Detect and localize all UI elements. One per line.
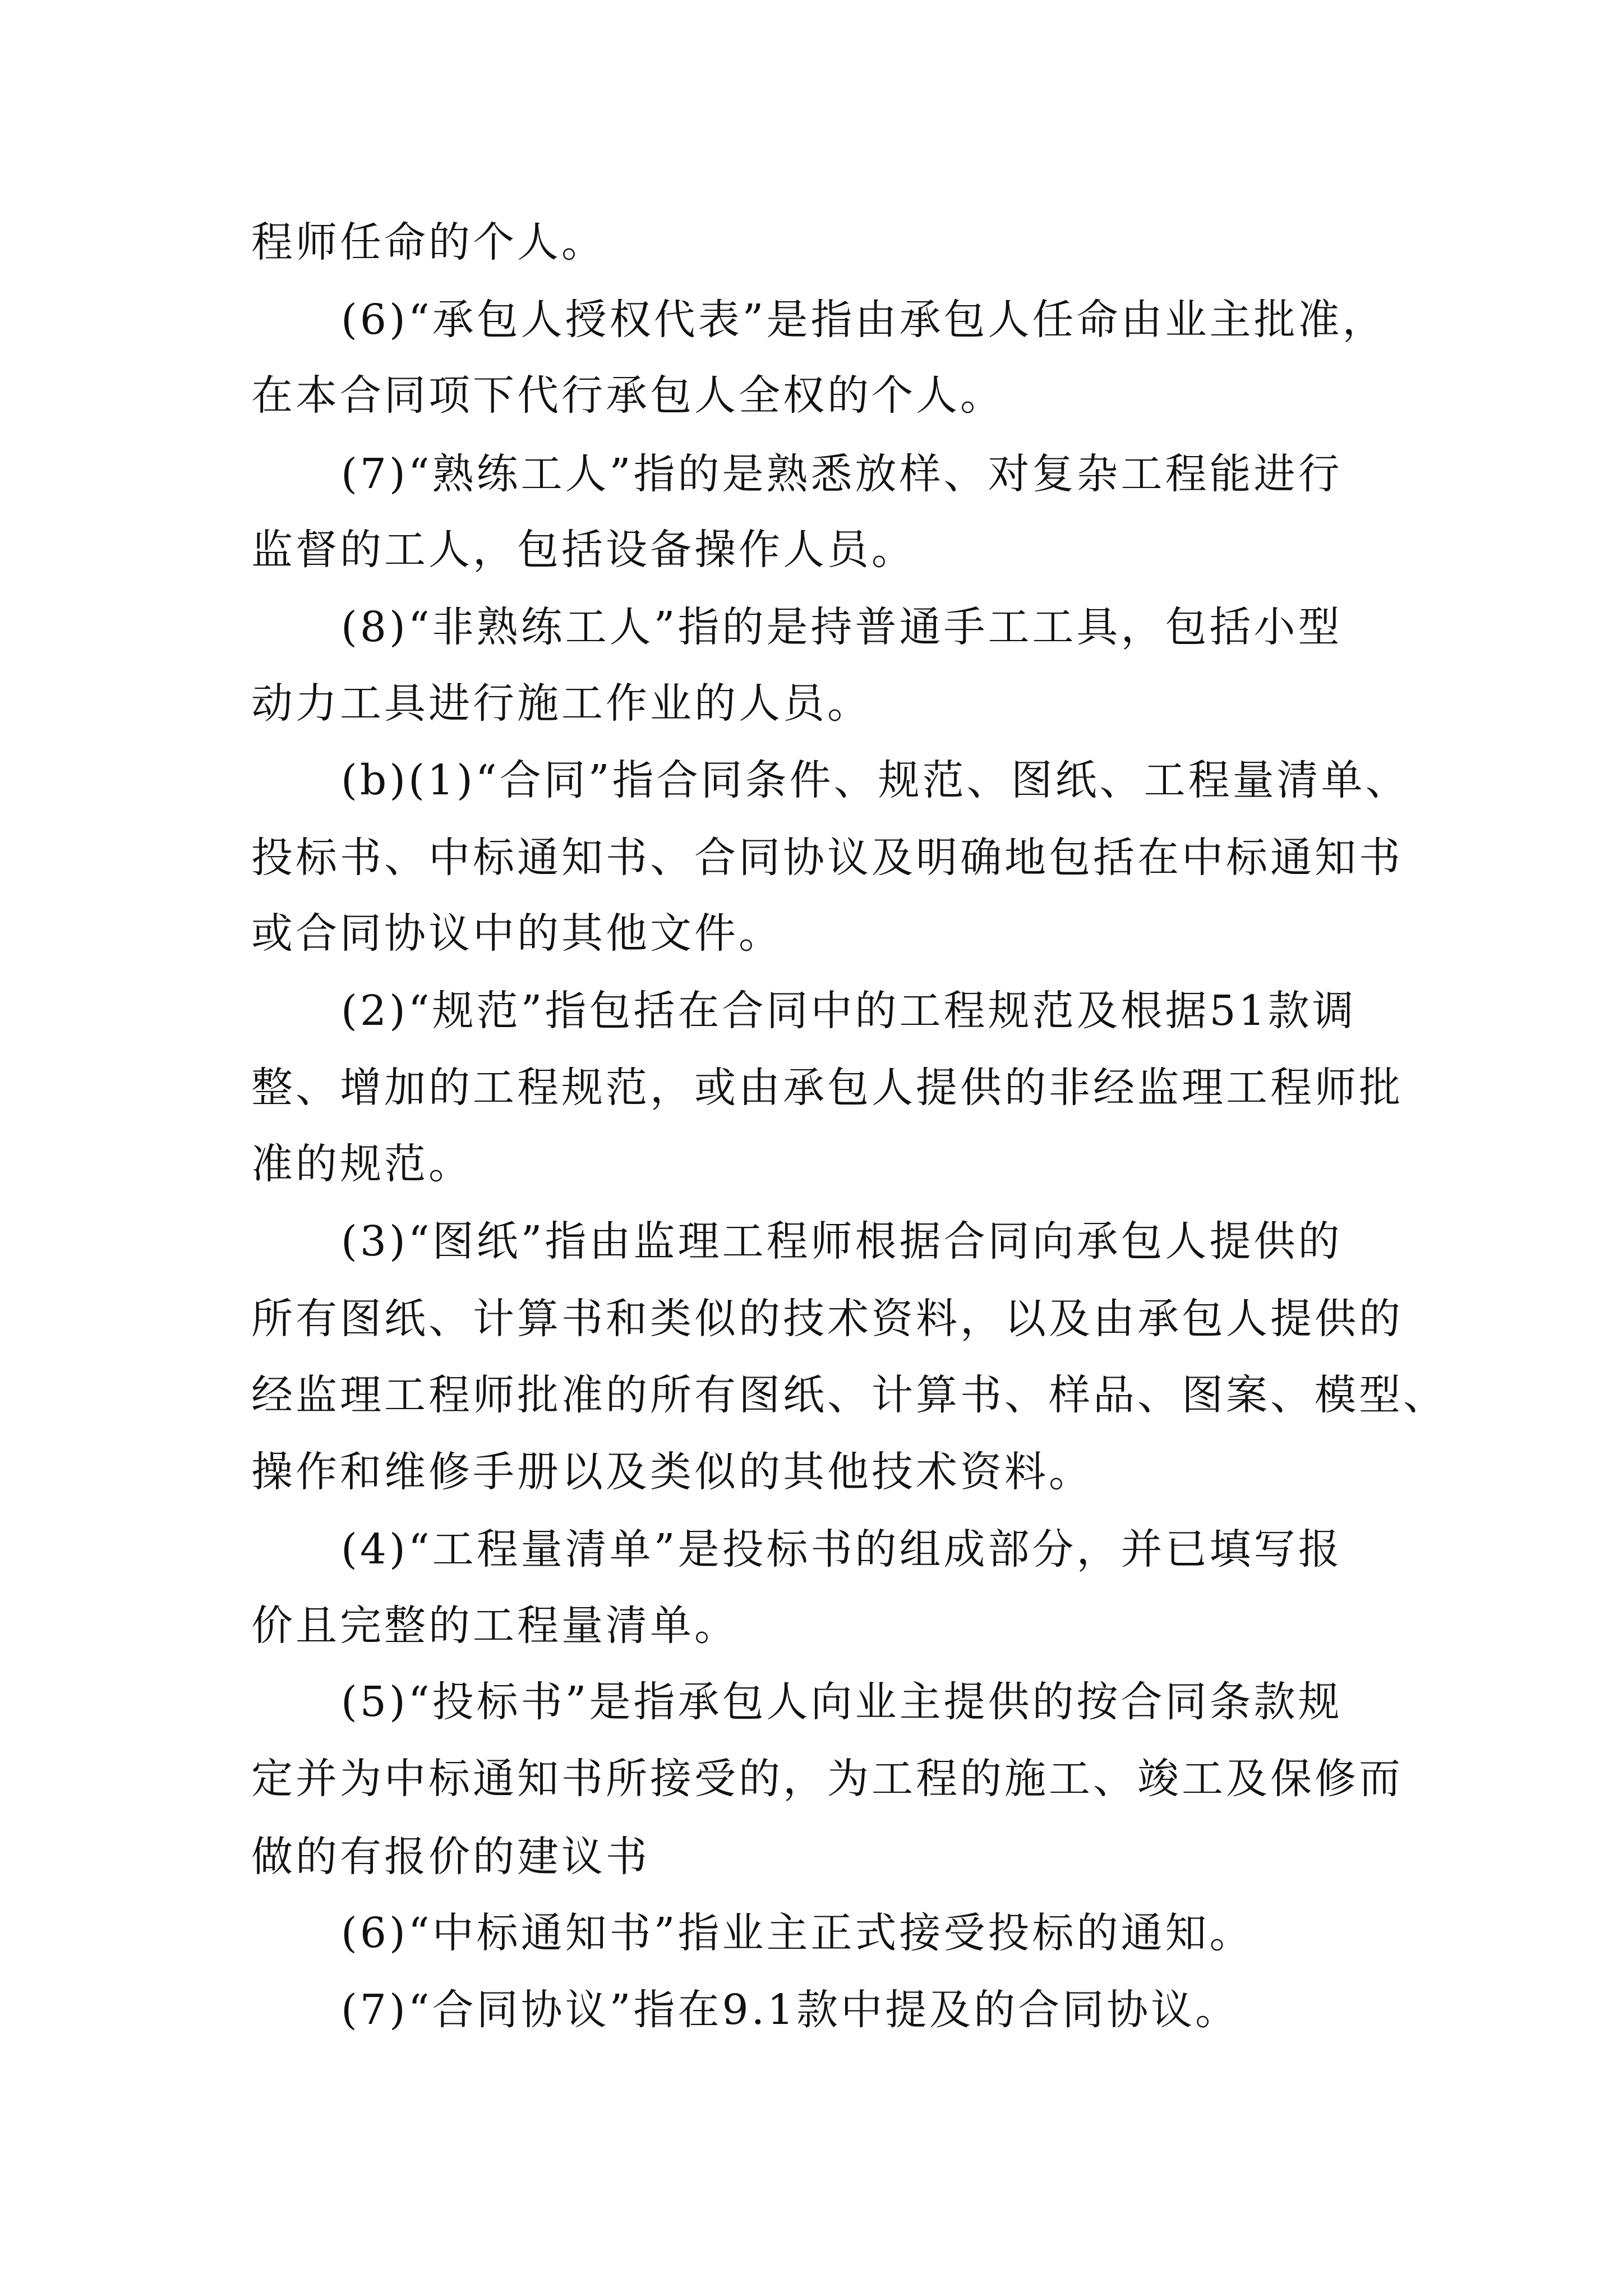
text-line: 经监理工程师批准的所有图纸、计算书、样品、图案、模型、 [251,1371,1447,1419]
paragraph-5-tender: (5)“投标书”是指承包人向业主提供的按合同条款规 [341,1678,1343,1726]
paragraph-7-contract-agreement: (7)“合同协议”指在9.1款中提及的合同协议。 [341,1986,1240,2034]
text-line: 做的有报价的建议书 [251,1833,650,1881]
text-line: 准的规范。 [251,1140,473,1188]
text-line: 定并为中标通知书所接受的，为工程的施工、竣工及保修而 [251,1755,1403,1803]
text-line: 或合同协议中的其他文件。 [251,909,783,958]
paragraph-6-contractor-representative: (6)“承包人授权代表”是指由承包人任命由业主批准， [341,296,1387,344]
text-line: 整、增加的工程规范，或由承包人提供的非经监理工程师批 [251,1064,1403,1112]
paragraph-6-letter-of-acceptance: (6)“中标通知书”指业主正式接受投标的通知。 [341,1909,1254,1957]
text-line: 动力工具进行施工作业的人员。 [251,679,872,728]
paragraph-4-bill-of-quantities: (4)“工程量清单”是投标书的组成部分，并已填写报 [341,1525,1343,1573]
text-line: 程师任命的个人。 [251,218,606,266]
text-line: 操作和维修手册以及类似的其他技术资料。 [251,1448,1093,1496]
text-line: 所有图纸、计算书和类似的技术资料，以及由承包人提供的 [251,1295,1403,1343]
paragraph-2-specification: (2)“规范”指包括在合同中的工程规范及根据51款调 [341,987,1357,1035]
text-line: 价且完整的工程量清单。 [251,1602,739,1650]
text-line: 投标书、中标通知书、合同协议及明确地包括在中标通知书 [251,834,1403,882]
text-line: 监督的工人，包括设备操作人员。 [251,526,916,574]
paragraph-3-drawings: (3)“图纸”指由监理工程师根据合同向承包人提供的 [341,1217,1343,1266]
paragraph-8-unskilled-worker: (8)“非熟练工人”指的是持普通手工工具，包括小型 [341,603,1343,651]
paragraph-b1-contract: (b)(1)“合同”指合同条件、规范、图纸、工程量清单、 [341,756,1410,804]
paragraph-7-skilled-worker: (7)“熟练工人”指的是熟悉放样、对复杂工程能进行 [341,450,1343,498]
text-line: 在本合同项下代行承包人全权的个人。 [251,371,1004,420]
